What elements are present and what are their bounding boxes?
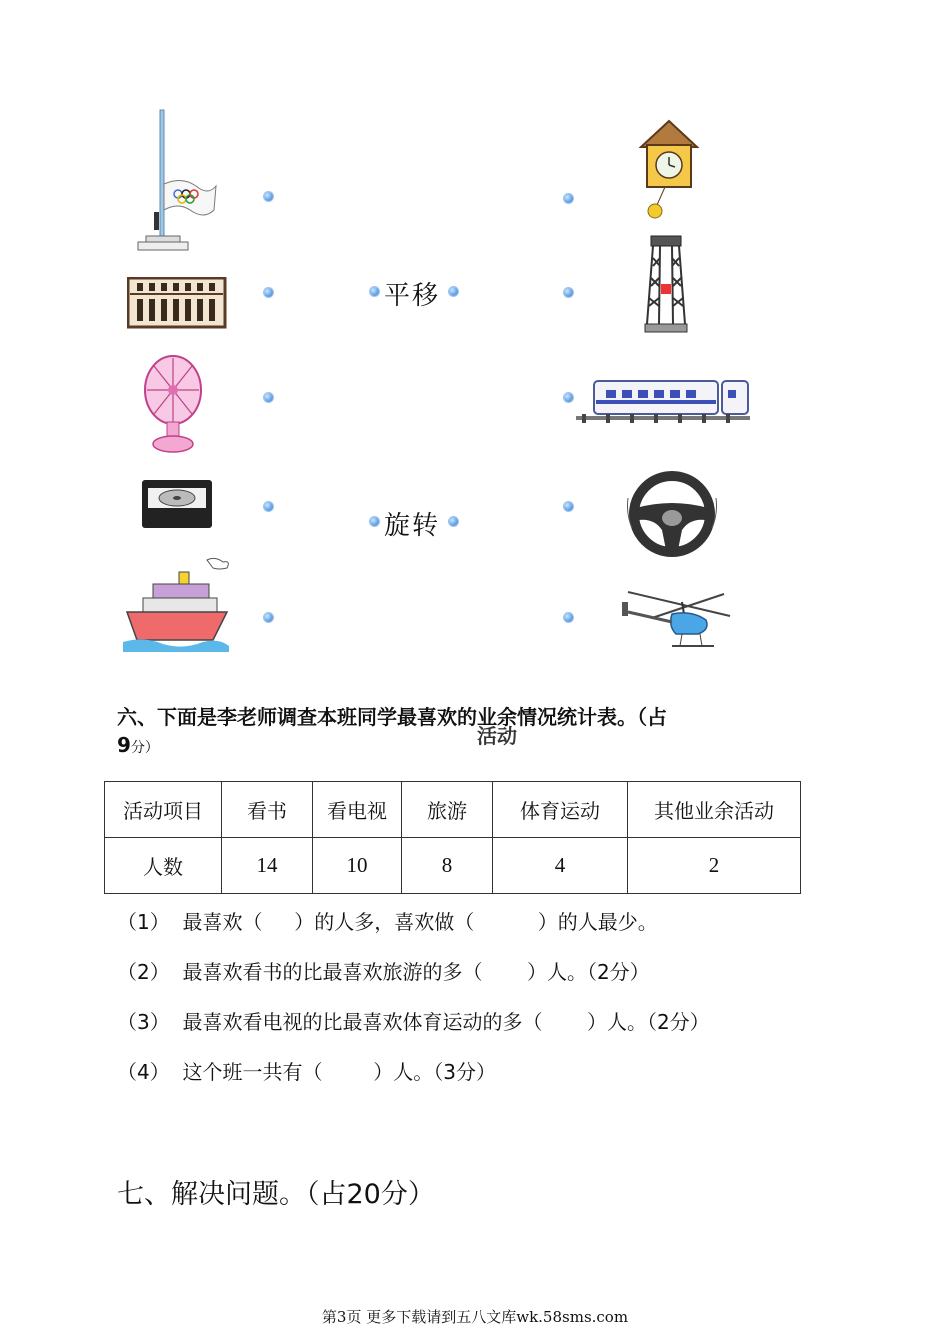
match-dot-right-2[interactable] (564, 288, 573, 297)
section-6-score-unit: 分） (130, 740, 159, 756)
match-dot-right-5[interactable] (564, 613, 573, 622)
match-dot-left-2[interactable] (264, 288, 273, 297)
match-dot-right-1[interactable] (564, 194, 573, 203)
table-header-cell: 看书 (222, 782, 313, 838)
cuckoo-clock-icon (637, 117, 701, 221)
section-6-title-part1: 六、下面是李老师调查本班同学最喜欢的业余 (117, 705, 517, 729)
table-cell: 8 (402, 838, 493, 894)
helicopter-icon (622, 582, 736, 656)
fan-icon (143, 352, 209, 454)
match-dot-right-3[interactable] (564, 393, 573, 402)
match-dot-rotate-left[interactable] (370, 517, 379, 526)
table-cell: 2 (628, 838, 801, 894)
ship-icon (123, 556, 231, 654)
match-dot-translate-right[interactable] (449, 287, 458, 296)
question-1: （1） 最喜欢（ ）的人多，喜欢做（ ）的人最少。 (117, 910, 658, 934)
activity-table (104, 781, 801, 894)
tower-lift-icon (643, 234, 689, 334)
table-header-cell: 看电视 (313, 782, 402, 838)
train-icon (576, 378, 750, 424)
match-dot-left-1[interactable] (264, 192, 273, 201)
table-cell: 10 (313, 838, 402, 894)
match-dot-translate-left[interactable] (370, 287, 379, 296)
page-footer: 第3页 更多下载请到五八文库wk.58sms.com (321, 1308, 629, 1326)
question-4: （4） 这个班一共有（ ）人。（3分） (117, 1060, 497, 1084)
table-header-row (105, 782, 801, 838)
table-header-cell: 活动项目 (105, 782, 222, 838)
question-2: （2） 最喜欢看书的比最喜欢旅游的多（ ）人。（2分） (117, 960, 650, 984)
table-cell: 14 (222, 838, 313, 894)
question-3: （3） 最喜欢看电视的比最喜欢体育运动的多（ ）人。（2分） (117, 1010, 710, 1034)
word-rotate: 旋转 (384, 511, 441, 541)
match-dot-left-4[interactable] (264, 502, 273, 511)
abacus-icon (127, 277, 227, 329)
steering-wheel-icon (626, 468, 718, 560)
cd-player-icon (140, 478, 214, 530)
table-header-cell: 体育运动 (493, 782, 628, 838)
match-dot-rotate-right[interactable] (449, 517, 458, 526)
table-cell: 4 (493, 838, 628, 894)
section-6-title-part2: 情况统计表。（占 (517, 705, 667, 729)
section-7-title: 七、解决问题。（占20分） (117, 1179, 435, 1210)
match-dot-left-3[interactable] (264, 393, 273, 402)
table-row-label: 人数 (105, 838, 222, 894)
match-dot-right-4[interactable] (564, 502, 573, 511)
section-6-title (117, 703, 817, 762)
flag-icon (134, 106, 218, 252)
table-header-cell: 旅游 (402, 782, 493, 838)
table-row (105, 838, 801, 894)
section-6-title-overlap: 活动 (477, 724, 517, 748)
word-translate: 平移 (384, 281, 441, 311)
match-dot-left-5[interactable] (264, 613, 273, 622)
section-6-score-number: 9 (117, 733, 131, 757)
table-header-cell: 其他业余活动 (628, 782, 801, 838)
